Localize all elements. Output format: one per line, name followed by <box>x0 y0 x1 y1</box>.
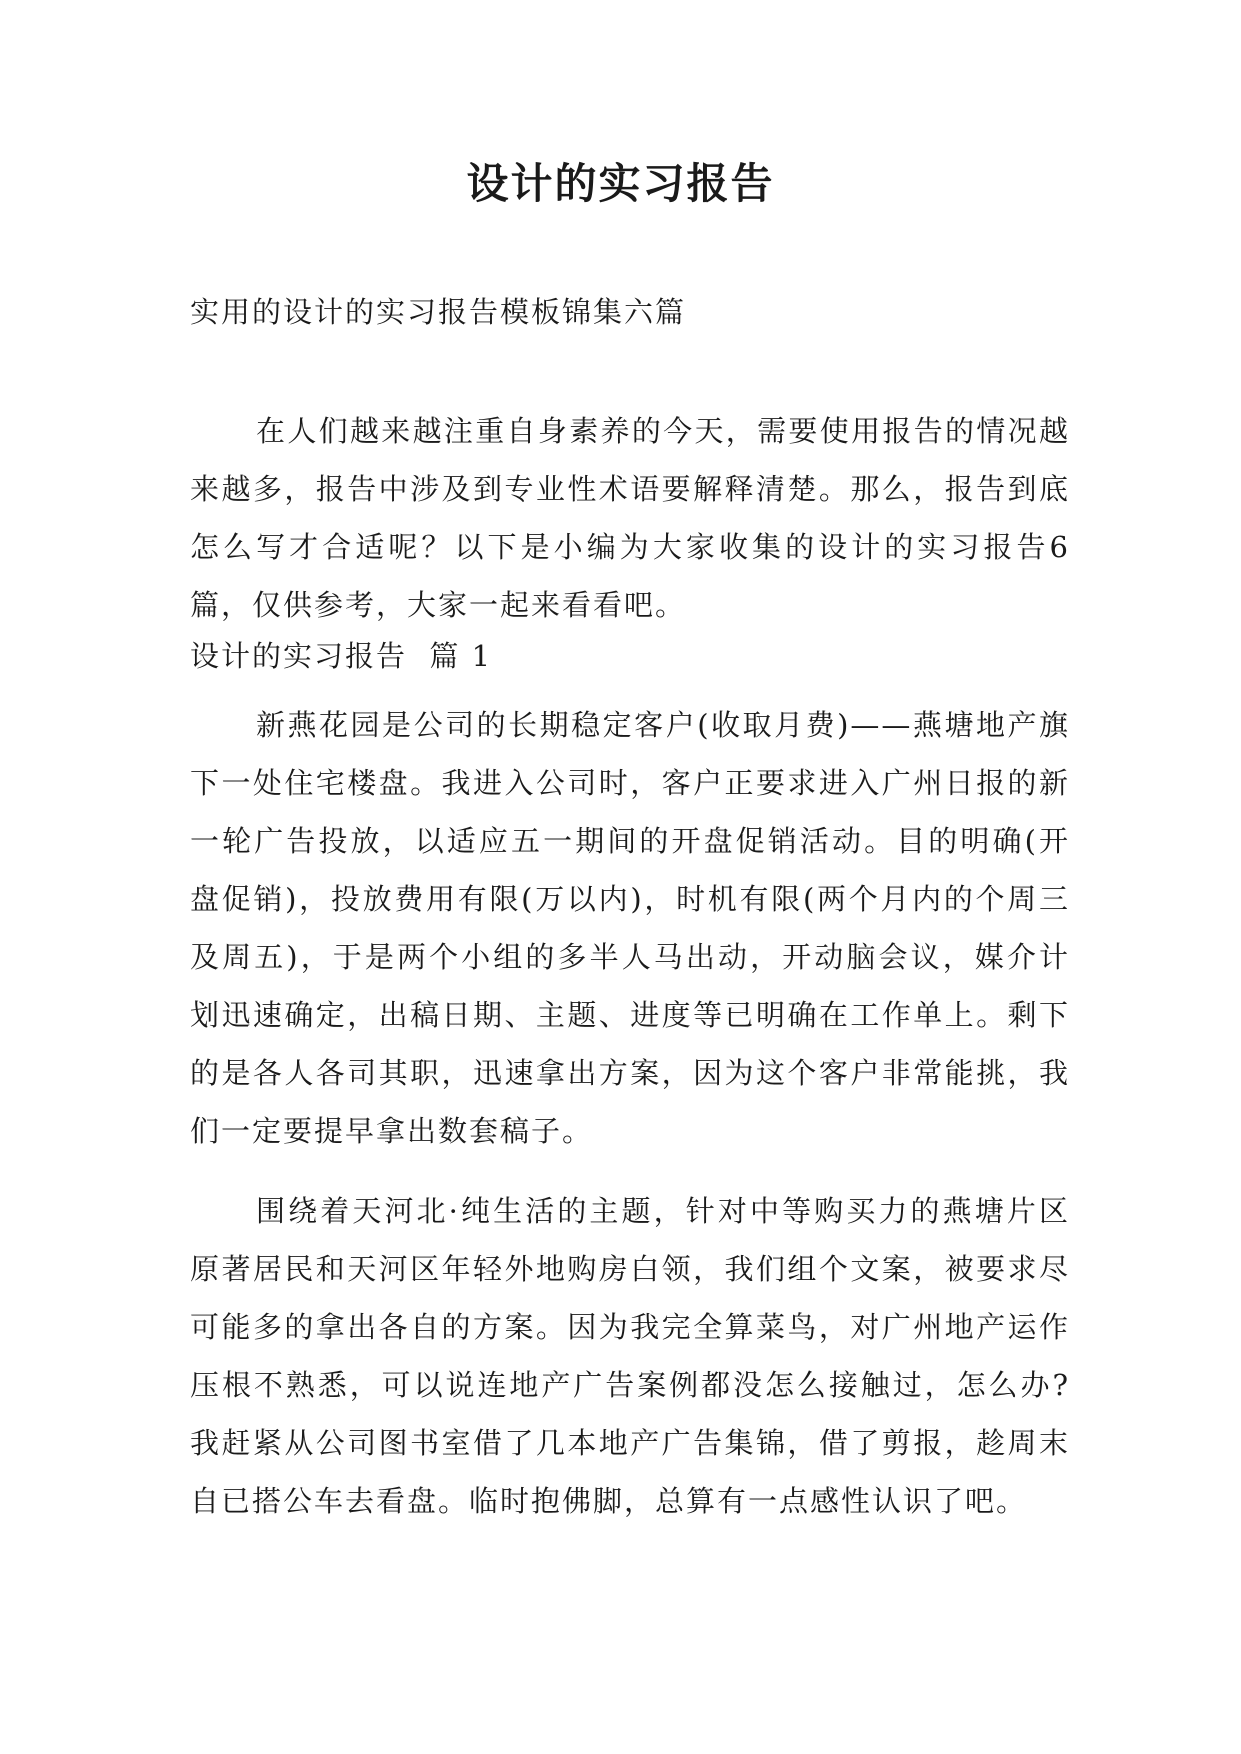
body-paragraph: 新燕花园是公司的长期稳定客户(收取月费)——燕塘地产旗下一处住宅楼盘。我进入公司时，客户正要求进入广州日报的新一轮广告投放，以适应五一期间的开盘促销活动。目的明确(开盘促销)，投放费用有限(万以内)，时机有限(两个月内的个周三及周五)，于是两个小组的多半人马出动，开动脑会议，媒介计划迅速确定，出稿日期、主题、进度等已明确在工作单上。剩下的是各人各司其职，迅速拿出方案，因为这个客户非常能挑，我们一定要提早拿出数套稿子。 <box>190 708 1070 1148</box>
document-subtitle: 实用的设计的实习报告模板锦集六篇 <box>190 295 687 329</box>
intro-paragraph: 在人们越来越注重自身素养的今天，需要使用报告的情况越来越多，报告中涉及到专业性术语要解释清楚。那么，报告到底怎么写才合适呢？以下是小编为大家收集的设计的实习报告6篇，仅供参考，大家一起来看看吧。 <box>190 414 1070 622</box>
body-paragraph: 围绕着天河北·纯生活的主题，针对中等购买力的燕塘片区原著居民和天河区年轻外地购房白领，我们组个文案，被要求尽可能多的拿出各自的方案。因为我完全算菜鸟，对广州地产运作压根不熟悉，可以说连地产广告案例都没怎么接触过，怎么办?我赶紧从公司图书室借了几本地产广告集锦，借了剪报，趁周末自已搭公车去看盘。临时抱佛脚，总算有一点感性认识了吧。 <box>190 1194 1070 1518</box>
document-title: 设计的实习报告 <box>466 159 775 208</box>
section-heading: 设计的实习报告 篇 1 <box>190 639 493 673</box>
